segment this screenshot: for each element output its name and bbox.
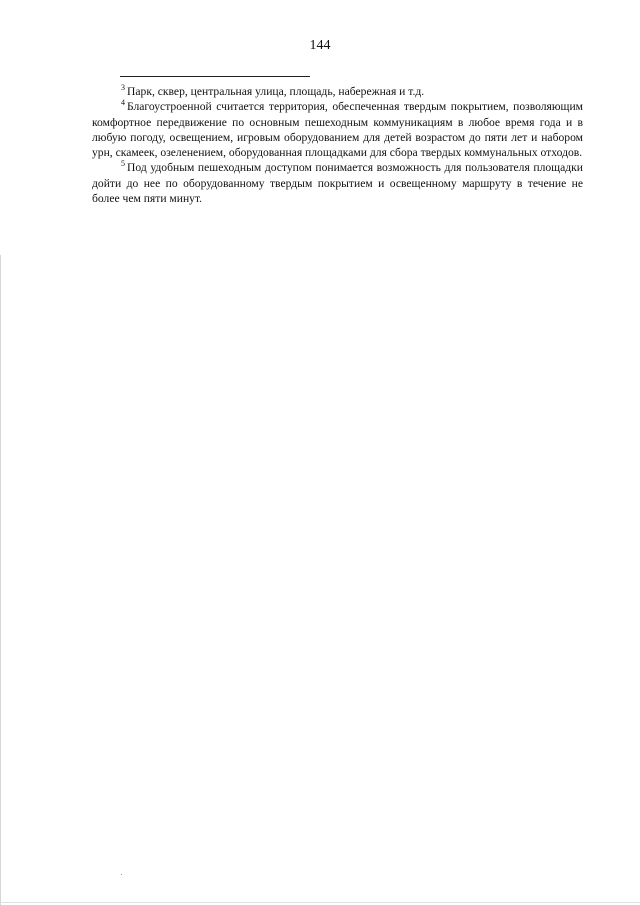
page-number: 144	[309, 38, 331, 53]
scan-edge-bottom	[0, 902, 640, 903]
scan-speck	[121, 874, 122, 875]
footnotes-block	[92, 84, 583, 206]
footnote-text: Благоустроенной считается территория, обеспеченная твердым покрытием, позволяющим комфортное передвижение по основным пешеходным коммуникациям в любое время года и в любую погоду, освещением, игровым оборудованием для детей возрастом до пяти лет и набором урн, скамеек, озеленением, оборудованная площадками для сбора твердых коммунальных отходов.	[92, 100, 583, 160]
footnote-marker: 5	[121, 159, 125, 169]
footnote-text: Парк, сквер, центральная улица, площадь, набережная и т.д.	[127, 85, 425, 98]
footnote-4	[92, 99, 583, 160]
footnote-marker: 4	[121, 98, 125, 108]
footnote-marker: 3	[121, 83, 125, 92]
footnote-5	[92, 160, 583, 206]
footnote-3	[92, 84, 583, 99]
footnote-text: Под удобным пешеходным доступом понимается возможность для пользователя площадки дойти до нее по оборудованному твердым покрытием и освещенному маршруту в течение не более чем пяти минут.	[92, 161, 583, 206]
scan-edge-left	[0, 255, 1, 905]
footnote-separator	[120, 76, 310, 77]
